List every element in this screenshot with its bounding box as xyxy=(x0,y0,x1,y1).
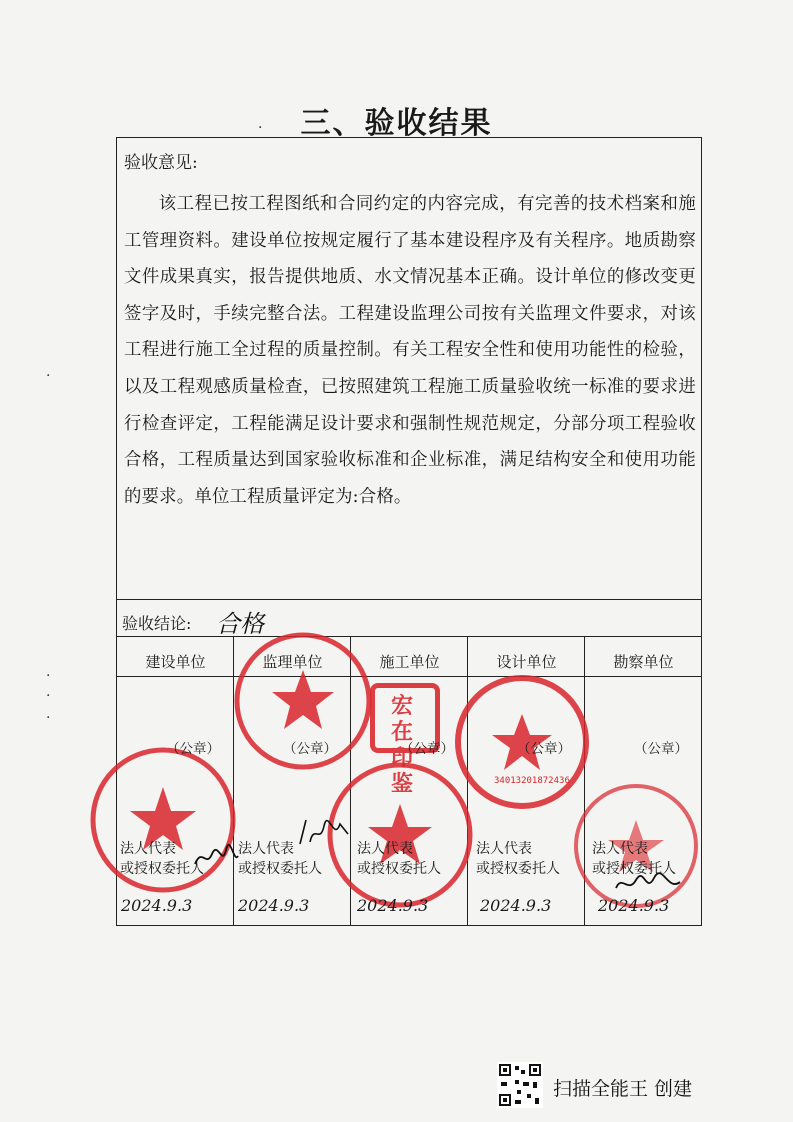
personal-seal-text: 宏在印鉴 xyxy=(391,694,414,797)
opinion-label: 验收意见: xyxy=(124,153,198,173)
conclusion-value: 合格 xyxy=(216,610,264,638)
qr-code-icon xyxy=(497,1062,543,1108)
date-survey: 2024.9.3 xyxy=(598,896,670,915)
date-builder: 2024.9.3 xyxy=(357,896,429,915)
design-seal-code: 34013201872436 xyxy=(494,776,570,786)
signature-construction xyxy=(192,842,240,872)
seal-label-construction: （公章） xyxy=(166,741,220,757)
divider-header xyxy=(116,676,702,677)
seal-label-builder: （公章） xyxy=(400,741,454,757)
date-supervision: 2024.9.3 xyxy=(238,896,310,915)
rep-design: 法人代表 或授权委托人 xyxy=(476,841,560,877)
signature-survey xyxy=(612,870,684,898)
page-title: 三、验收结果 xyxy=(300,106,493,141)
unit-header-supervision: 监理单位 xyxy=(262,653,323,671)
rep-survey: 法人代表 或授权委托人 xyxy=(592,841,676,877)
conclusion-label: 验收结论: xyxy=(122,614,192,633)
margin-mark: · xyxy=(46,668,51,684)
rep-supervision: 法人代表 或授权委托人 xyxy=(238,841,322,877)
rep-construction: 法人代表 或授权委托人 xyxy=(120,841,204,877)
margin-mark: · xyxy=(46,710,51,726)
signature-supervision xyxy=(296,814,352,850)
seal-label-design: （公章） xyxy=(517,741,571,757)
date-construction: 2024.9.3 xyxy=(121,896,193,915)
scanner-watermark: 扫描全能王 创建 xyxy=(553,1078,693,1100)
margin-mark: · xyxy=(46,688,51,704)
date-design: 2024.9.3 xyxy=(480,896,552,915)
unit-header-survey: 勘察单位 xyxy=(613,653,674,671)
divider-units xyxy=(116,636,702,637)
margin-mark: · xyxy=(46,368,51,384)
divider-conclusion xyxy=(116,599,702,600)
opinion-text: 该工程已按工程图纸和合同约定的内容完成，有完善的技术档案和施工管理资料。建设单位按规定履行了基本建设程序及有关程序。地质勘察文件成果真实，报告提供地质、水文情况基本正确。设计单位的修改变更签字及时，手续完整合法。工程建设监理公司按有关监理文件要求，对该工程进行施工全过程的质量控制。有关工程安全性和使用功能性的检验，以及工程观感质量检查，已按照建筑工程施工质量验收统一标准的要求进行检查评定，工程能满足设计要求和强制性规范规定，分部分项工程验收合格，工程质量达到国家验收标准和企业标准，满足结构安全和使用功能的要求。单位工程质量评定为:合格。 xyxy=(124,194,696,507)
unit-header-construction: 建设单位 xyxy=(145,653,206,671)
seal-label-supervision: （公章） xyxy=(283,741,337,757)
rep-builder: 法人代表 或授权委托人 xyxy=(357,841,441,877)
margin-mark: · xyxy=(258,120,263,136)
unit-header-builder: 施工单位 xyxy=(379,653,440,671)
seal-label-survey: （公章） xyxy=(634,741,688,757)
unit-header-design: 设计单位 xyxy=(496,653,557,671)
